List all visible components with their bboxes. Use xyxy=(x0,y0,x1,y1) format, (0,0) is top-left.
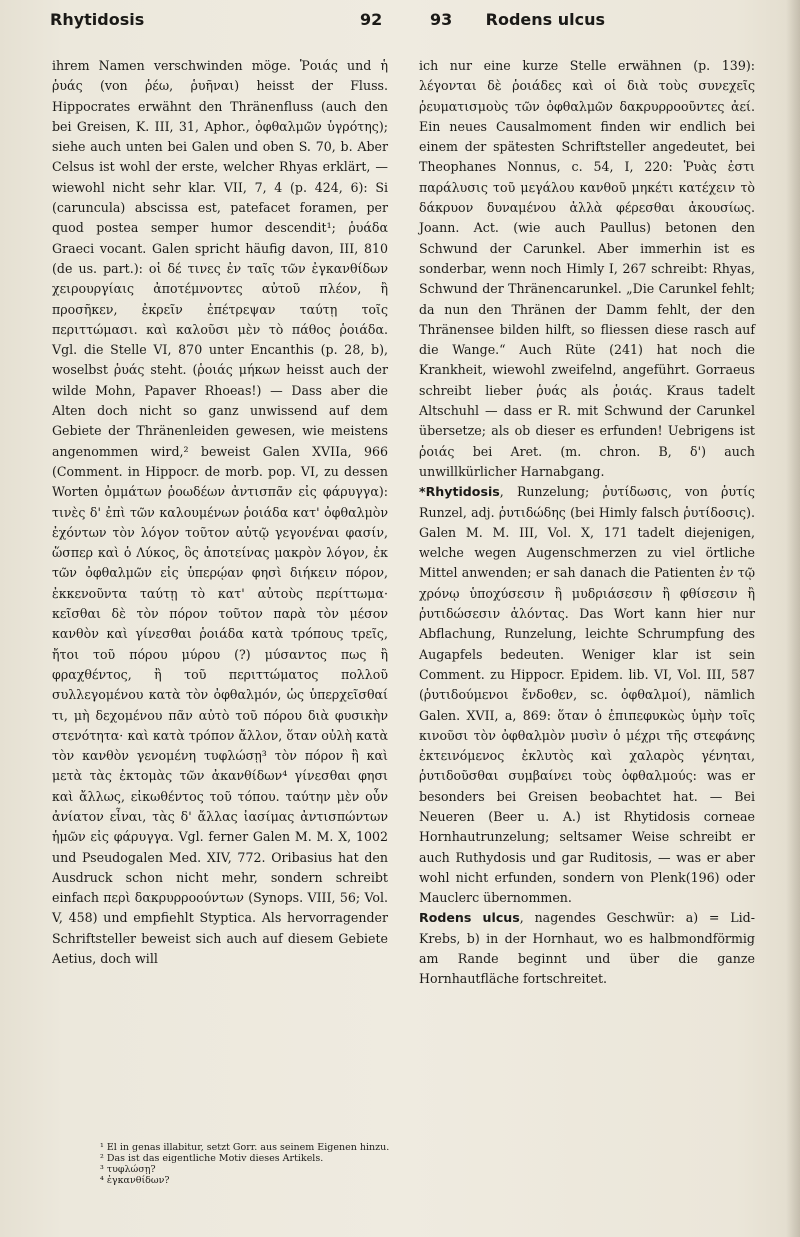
footnote: ³ τυφλώσῃ? xyxy=(100,1164,156,1175)
entry-rhytidosis xyxy=(419,482,755,908)
running-header xyxy=(50,10,760,36)
footnote: ¹ El in genas illabitur, setzt Gorr. aus seinem Eigenen hinzu. xyxy=(100,1142,390,1153)
footnotes xyxy=(100,1142,660,1186)
header-keyword-right: Rodens ulcus xyxy=(485,10,605,29)
header-keyword-left: Rhytidosis xyxy=(50,10,145,29)
entry-headword: *Rhytidosis xyxy=(419,484,500,500)
footnote: ² Das ist das eigentliche Motiv dieses Artikels. xyxy=(100,1153,324,1164)
right-column xyxy=(419,56,755,990)
footnote: ⁴ ἐγκανθίδων? xyxy=(100,1175,170,1186)
left-column xyxy=(52,56,388,969)
entry-body: , nagendes Geschwür: a) = Lid-Krebs, b) in der Hornhaut, wo es halbmondförmig am Rande beginnt und über die ganze Hornhautfläche fortschreitet. xyxy=(419,910,755,987)
right-column-continuation: ich nur eine kurze Stelle erwähnen (p. 139): λέγονται δὲ ῥοιάδες καὶ οἱ διὰ τοὺς συνεχεῖς ῥευματισμοὺς τῶν ὀφθαλμῶν δακρυρροοῦντες ἀεί. Ein neues Causalmoment finden wir endlich bei einem der spätesten Schriftsteller angedeutet, bei Theophanes Nonnus, c. 54, I, 220: Ῥυὰς ἐστι παράλυσις τοῦ μεγάλου κανθοῦ μηκέτι κατέχειν τὸ δάκρυον δυναμένου ἀλλὰ φέρεσθαι ἀκουσίως. Joann. Act. (wie auch Paullus) betonen den Schwund der Carunkel. Aber immerhin ist es sonderbar, wenn noch Himly I, 267 schreibt: Rhyas, Schwund der Thränencarunkel. „Die Carunkel fehlt; da nun den Thränen der Damm fehlt, der den Thränensee bilden hilft, so fliessen diese rasch auf die Wange.“ Auch Rüte (241) hat noch die Krankheit, wiewohl zweifelnd, angeführt. Gorraeus schreibt lieber ῥυάς als ῥοιάς. Kraus tadelt Altschuhl — dass er R. mit Schwund der Carunkel übersetze; als ob dieser es erfunden! Uebrigens ist ῥοιάς bei Aret. (m. chron. B, δ') auch unwillkürlicher Harnabgang. xyxy=(419,58,755,479)
entry-headword: Rodens ulcus xyxy=(419,910,520,926)
page-number-left: 92 xyxy=(360,10,383,29)
entry-body: , Runzelung; ῥυτίδωσις, von ῥυτίς Runzel, adj. ῥυτιδώδης (bei Himly falsch ῥυτίδοσις). Galen M. M. III, Vol. X, 171 tadelt diejenigen, welche wegen Augenschmerzen zu viel örtliche Mittel anwenden; er sah danach die Patienten ἐν τῷ χρόνῳ ὑποχύσεσιν ἢ μυδριάσεσιν ἢ φθίσεσιν ἢ ῥυτιδώσεσιν ἁλόντας. Das Wort kann hier nur Abflachung, Runzelung, leichte Schrumpfung des Augapfels bedeuten. Weniger klar ist sein Comment. zu Hippocr. Epidem. lib. VI, Vol. III, 587 (ῥυτιδούμενοι ἔνδοθεν, sc. ὀφθαλμοί), nämlich Galen. XVII, a, 869: ὅταν ὁ ἐπιπεφυκὼς ὑμὴν τοῖς κινοῦσι τὸν ὀφθαλμὸν μυσὶν ὁ μέχρι τῆς στεφάνης ἐκτεινόμενος ἐκλυτὸς καὶ χαλαρὸς γένηται, ῥυτιδοῦσθαι συμβαίνει τοὺς ὀφθαλμούς: was er besonders bei Greisen beobachtet hat. — Bei Neueren (Beer u. A.) ist Rhytidosis corneae Hornhautrunzelung; seltsamer Weise schreibt er auch Ruthydosis und gar Ruditosis, — was er aber wohl nicht erfunden, sondern von Plenk(196) oder Mauclerc übernommen. xyxy=(419,484,755,906)
left-column-text: ihrem Namen verschwinden möge. Ῥοιάς und ἡ ῥυάς (von ῥέω, ῥυῆναι) heisst der Fluss. Hippocrates erwähnt den Thränenfluss (auch den bei Greisen, K. III, 31, Aphor., ὀφθαλμῶν ὑγρότης); siehe auch unten bei Galen und oben S. 70, b. Aber Celsus ist wohl der erste, welcher Rhyas erklärt, — wiewohl nicht sehr klar. VII, 7, 4 (p. 424, 6): Si (caruncula) abscissa est, patefacet foramen, per quod postea semper humor descendit¹; ῥυάδα Graeci vocant. Galen spricht häufig davon, III, 810 (de us. part.): οἱ δέ τινες ἐν ταῖς τῶν ἐγκανθίδων χειρουργίαις ἀποτέμνοντες αὐτοῦ πλέον, ἢ προσῆκεν, ἐκρεῖν ἐπέτρεψαν ταύτῃ τοῖς περιττώμασι. καὶ καλοῦσι μὲν τὸ πάθος ῥοιάδα. Vgl. die Stelle VI, 870 unter Encanthis (p. 28, b), woselbst ῥυάς steht. (ῥοιάς μήκων heisst auch der wilde Mohn, Papaver Rhoeas!) — Dass aber die Alten doch nicht so ganz unwissend auf dem Gebiete der Thränenleiden gewesen, wie meistens angenommen wird,² beweist Galen XVIIa, 966 (Comment. in Hippocr. de morb. pop. VI, zu dessen Worten ὀμμάτων ῥοωδέων ἀντισπᾶν εἰς φάρυγγα): τινὲς δ' ἐπὶ τῶν καλουμένων ῥοιάδα κατ' ὀφθαλμὸν ἐχόντων τὸν λόγον τοῦτον αὐτῷ γεγονέναι φασίν, ὥσπερ καὶ ὁ Λύκος, ὃς ἀποτείνας μακρὸν λόγον, ἐκ τῶν ὀφθαλμῶν εἰς ὑπερῴαν φησὶ διήκειν πόρον, ἐκκενοῦντα ταύτῃ τὸ κατ' αὐτοὺς περίττωμα· κεῖσθαι δὲ τὸν πόρον τοῦτον παρὰ τὸν μέσον κανθὸν καὶ γίνεσθαι ῥοιάδα κατὰ τρόπους τρεῖς, ἤτοι τοῦ πόρου μύρου (?) μύσαντος πως ἢ φραχθέντος, ἢ τοῦ περιττώματος πολλοῦ συλλεγομένου κατὰ τὸν ὀφθαλμόν, ὡς ὑπερχεῖσθαί τι, μὴ δεχομένου πᾶν αὐτὸ τοῦ πόρου διὰ φυσικὴν στενότητα· καὶ κατὰ τρόπον ἄλλον, ὅταν οὐλὴ κατὰ τὸν κανθὸν γενομένη τυφλώσῃ³ τὸν πόρον ἢ καὶ μετὰ τὰς ἐκτομὰς τῶν ἀκανθίδων⁴ γίνεσθαι φησι καὶ ἄλλως, εἰκωθέντος τοῦ τόπου. ταύτην μὲν οὖν ἀνίατον εἶναι, τὰς δ' ἄλλας ἰασίμας ἀντισπώντων ἡμῶν εἰς φάρυγγα. Vgl. ferner Galen M. M. X, 1002 und Pseudogalen Med. XIV, 772. Oribasius hat den Ausdruck schon nicht mehr, sondern schreibt einfach περὶ δακρυρροούντων (Synops. VIII, 56; Vol. V, 458) und empfiehlt Styptica. Als hervorragender Schriftsteller beweist sich auch auf diesem Gebiete Aetius, doch will xyxy=(52,58,388,967)
page-edge-shadow xyxy=(786,0,800,1237)
entry-rodens-ulcus xyxy=(419,908,755,989)
page-number-right: 93 xyxy=(430,10,453,29)
